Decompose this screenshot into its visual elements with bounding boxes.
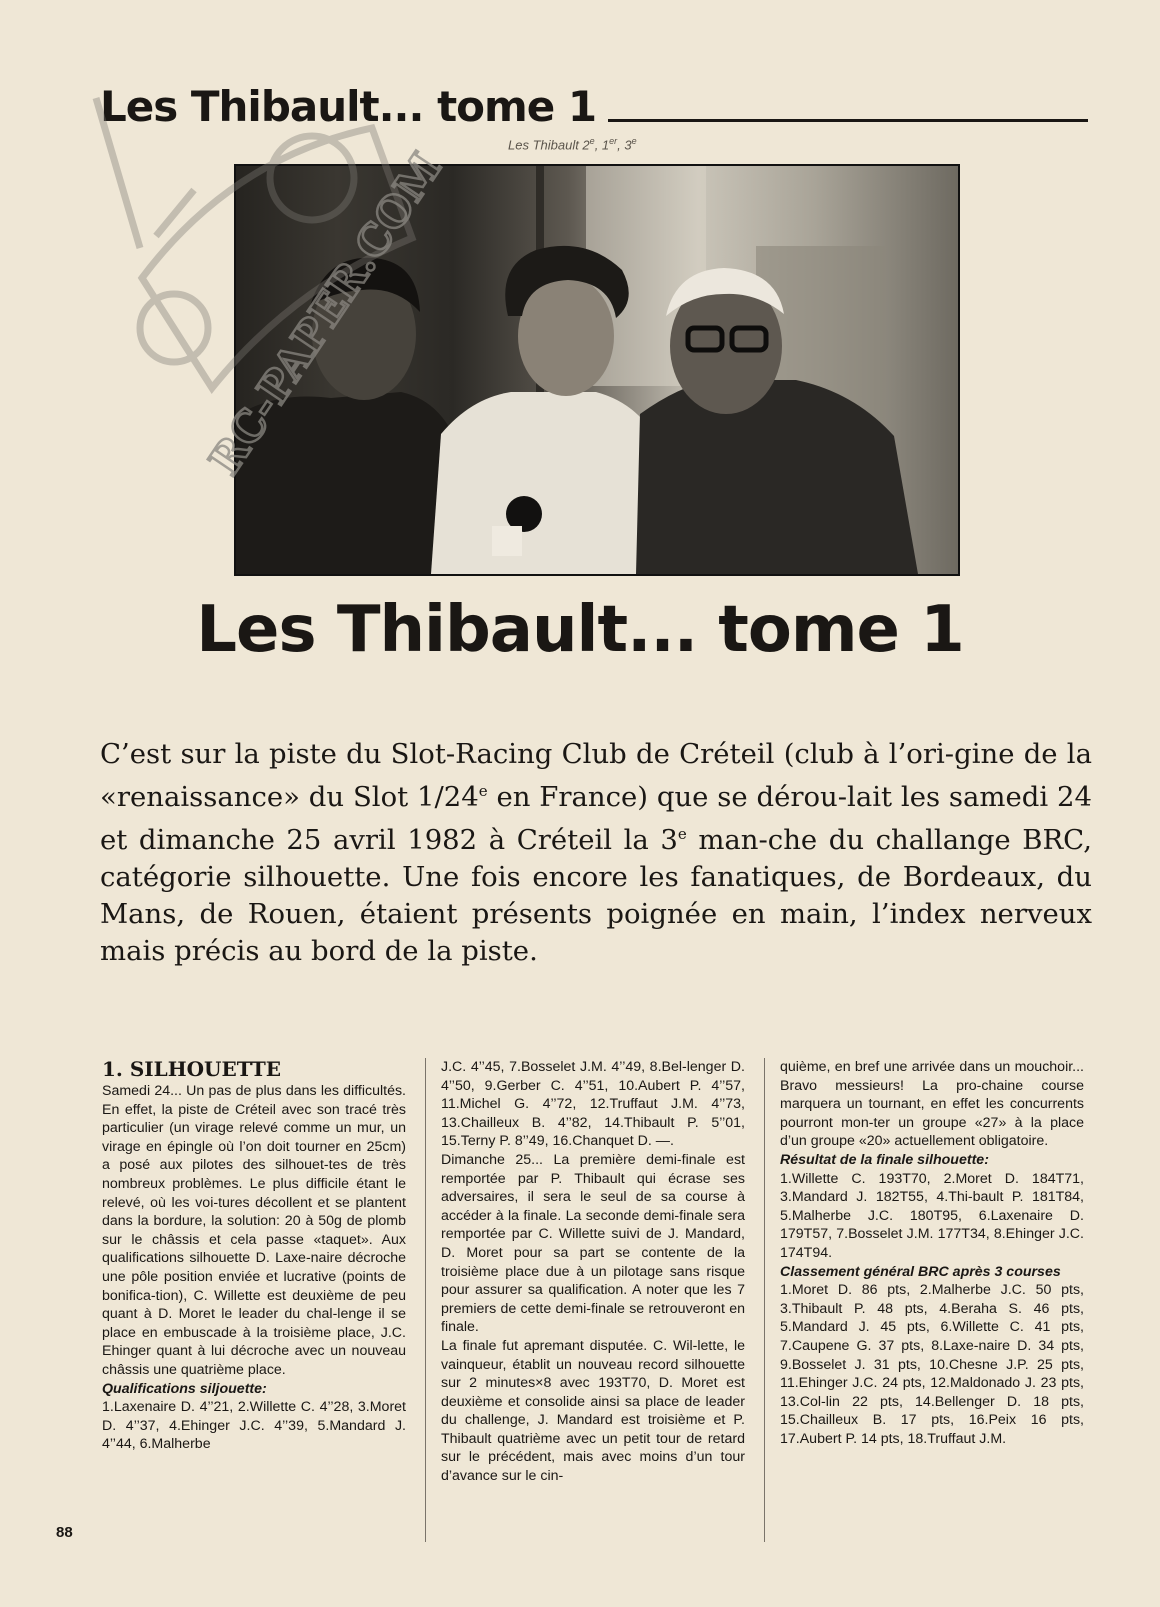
column-divider-1 — [425, 1058, 426, 1542]
photo-caption — [508, 136, 637, 152]
col3-subheading-1: Résultat de la finale silhouette: — [780, 1151, 989, 1168]
col3-paragraph-1: quième, en bref une arrivée dans un mouchoir... Bravo messieurs! La pro-chaine course marquera un tournant, en effet les concurrents pourront mon-ter un groupe «27» à la place d’un groupe «20» actuellement obligatoire. — [780, 1059, 1084, 1150]
column-2 — [441, 1058, 745, 1486]
rc-paper-watermark — [82, 88, 512, 508]
article-title: Les Thibault... tome 1 — [196, 593, 964, 667]
caption-mid-2: , 3 — [617, 137, 632, 153]
article-intro — [100, 736, 1092, 970]
caption-sup-3: e — [631, 136, 637, 146]
col1-paragraph-2: 1.Laxenaire D. 4’’21, 2.Willette C. 4’’28, 3.Moret D. 4’’37, 4.Ehinger J.C. 4’’39, 5.Mandard J. 4’’44, 6.Malherbe — [102, 1399, 406, 1453]
caption-sup-1: e — [589, 136, 595, 146]
caption-mid-1: , 1 — [594, 137, 610, 153]
intro-sup-1: e — [478, 782, 488, 800]
intro-sup-2: e — [677, 825, 687, 844]
col2-paragraph-2: Dimanche 25... La première demi-finale est remportée par P. Thibault qui écrase ses adversaires, il sera le seul de sa course à accéder à la finale. La seconde demi-finale sera remportée par C. Willette suivi de J. Mandard, D. Moret pour sa part se contente de la troisième place due à un pilotage sans risque pour assurer sa qualification. A noter que les 7 premiers de cette demi-finale se retrouveront en finale. — [441, 1151, 745, 1336]
col3-paragraph-3: 1.Moret D. 86 pts, 2.Malherbe J.C. 50 pts, 3.Thibault P. 48 pts, 4.Beraha S. 46 pts, 5.Mandard J. 45 pts, 6.Willette C. 41 pts, 7.Caupene G. 37 pts, 8.Laxe-naire D. 34 pts, 9.Bosselet J. 31 pts, 10.Chesne J.P. 25 pts, 11.Ehinger J.C. 24 pts, 12.Maldonado J. 23 pts, 13.Col-lin 22 pts, 14.Bellenger D. 18 pts, 15.Chailleux B. 17 pts, 16.Peix 16 pts, 17.Aubert P. 14 pts, 18.Truffaut J.M. — [780, 1282, 1084, 1447]
col1-paragraph-1: Samedi 24... Un pas de plus dans les difficultés. En effet, la piste de Créteil avec son tracé très particulier (un virage relevé comme un mur, un virage en épingle où l’on doit tourner en 25cm) a posé aux pilotes des silhouet-tes de très nombreux problèmes. Le plus difficile étant le relevé, où les voi-tures décollent et se plantent dans la bordure, la solution: 20 à 50g de plomb sur le châssis et cela passe «taquet». Aux qualifications silhouette D. Laxe-naire décroche une pôle position enviée et lucrative (points de bonifica-tion), C. Willette est deuxième de peu quant à D. Moret le leader du chal-lenge il se place en embuscade à la troisième place, J.C. Ehinger quant à lui décroche avec un nouveau châssis une quatrième place. — [102, 1083, 406, 1378]
col2-paragraph-3: La finale fut apremant disputée. C. Wil-lette, le vainqueur, établit un nouveau record silhouette sur 2 minutes×8 avec 193T70, D. Moret est deuxième et consolide ainsi sa place de leader du challenge, J. Mandard est troisième et P. Thibault quatrième avec un petit tour de retard sur le précédent, mais avec moins d’un tour d’avance sur le cin- — [441, 1337, 745, 1485]
intro-part-3: man-che du challange BRC, catégorie silhouette. Une fois encore les fanatiques, de Bordeaux, du Mans, de Rouen, étaient présents poignée en main, l’index nerveux mais précis au bord de la piste. — [100, 824, 1092, 968]
header-title: Les Thibault... tome 1 — [100, 82, 597, 131]
col3-paragraph-2: 1.Willette C. 193T70, 2.Moret D. 184T71, 3.Mandard J. 182T55, 4.Thi-bault P. 181T84, 5.Malherbe J.C. 180T95, 6.Laxenaire D. 179T57, 7.Bosselet J.M. 177T34, 8.Ehinger J.C. 174T94. — [780, 1170, 1084, 1261]
col1-subheading: Qualifications siljouette: — [102, 1380, 267, 1397]
col2-paragraph-1: J.C. 4’’45, 7.Bosselet J.M. 4’’49, 8.Bel-lenger D. 4’’50, 9.Gerber C. 4’’51, 10.Aubert P. 4’’57, 11.Michel G. 4’’72, 12.Truffaut J.M. 4’’73, 13.Chailleux B. 4’’82, 14.Thibault P. 5’’01, 15.Terny P. 8’’49, 16.Chanquet D. —. — [441, 1059, 745, 1150]
intro-part-2: en France) que se dérou-lait les samedi 24 et dimanche 25 avril 1982 à Créteil la 3 — [100, 781, 1092, 857]
page-number: 88 — [56, 1524, 73, 1541]
col3-subheading-2: Classement général BRC après 3 courses — [780, 1263, 1061, 1280]
section-heading: 1. SILHOUETTE — [102, 1057, 282, 1081]
column-3 — [780, 1058, 1084, 1448]
header-rule — [608, 119, 1088, 122]
column-1 — [102, 1058, 406, 1454]
column-divider-2 — [764, 1058, 765, 1542]
caption-text: Les Thibault 2 — [508, 137, 590, 153]
watermark-text: RC-PAPER.COM — [199, 144, 451, 484]
intro-part-1: C’est sur la piste du Slot-Racing Club de Créteil (club à l’ori-gine de la «renaissance» du Slot 1/24 — [100, 738, 1092, 814]
caption-sup-2: er — [609, 136, 618, 146]
